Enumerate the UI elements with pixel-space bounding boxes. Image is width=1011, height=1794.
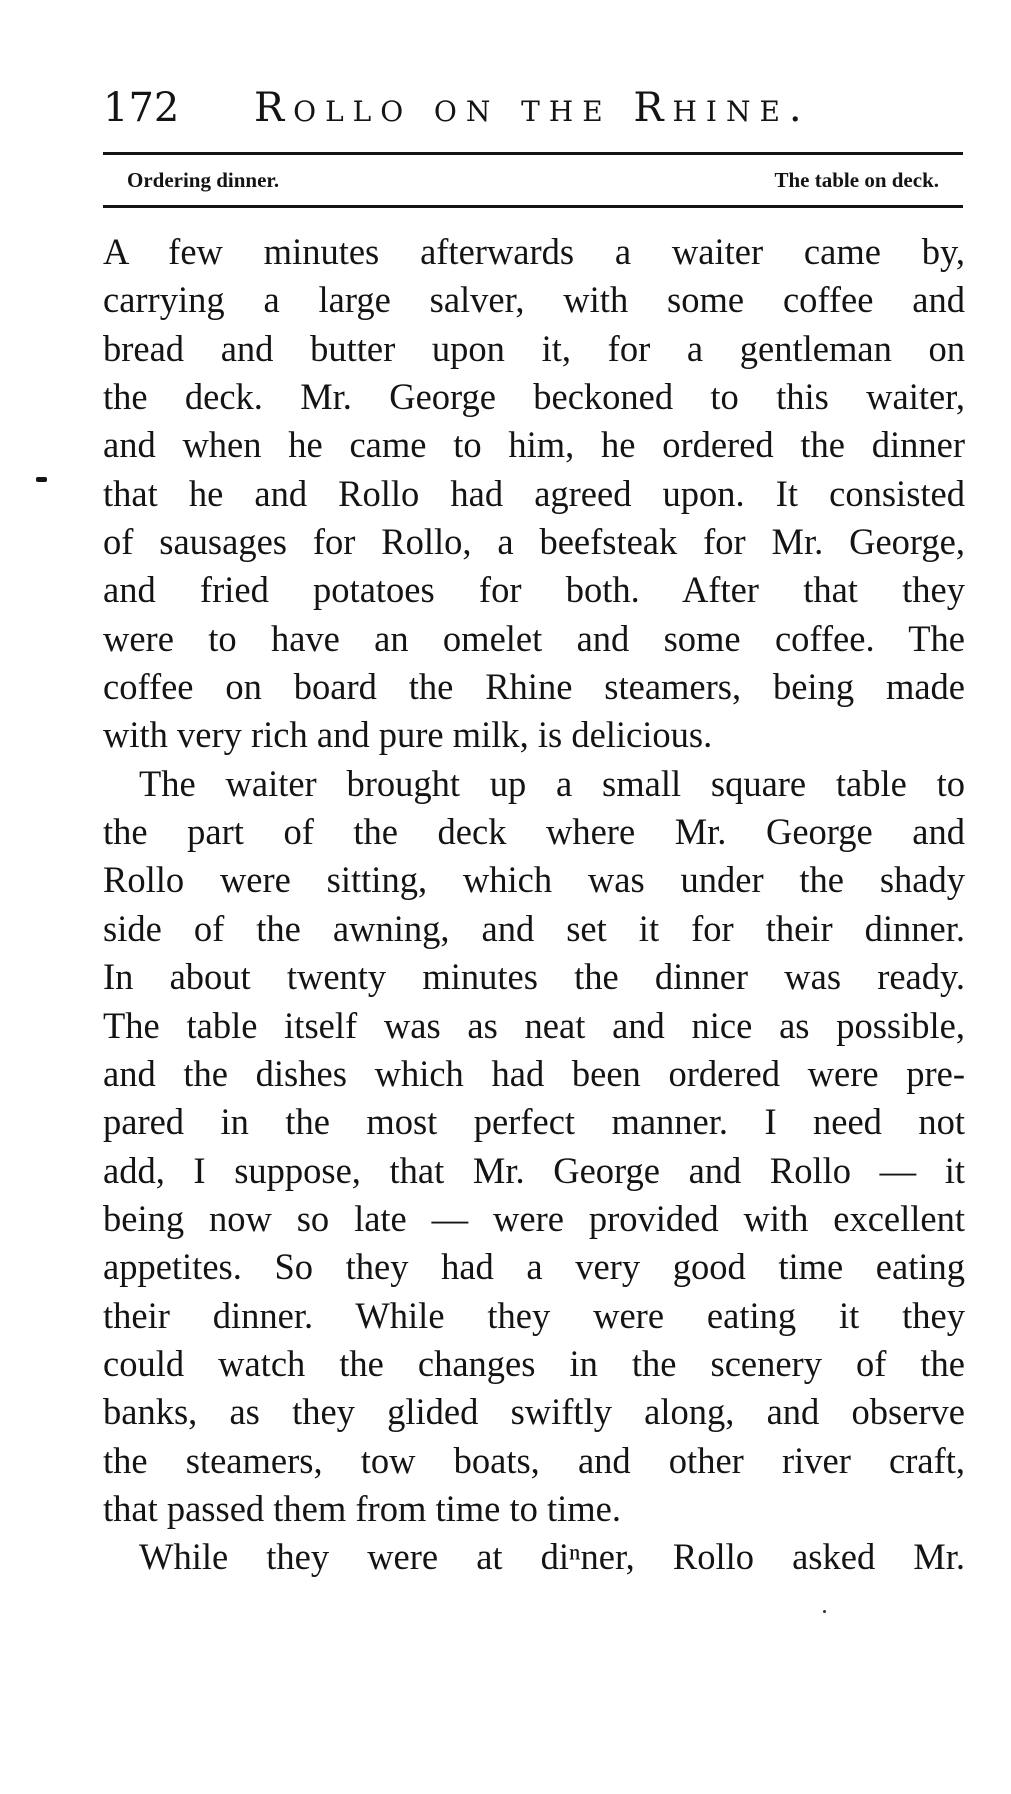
text-line: Rollo were sitting, which was under the shady (103, 859, 965, 901)
text-line: carrying a large salver, with some coffee and (103, 279, 965, 321)
text-line: bread and butter upon it, for a gentleman on (103, 327, 965, 369)
margin-mark (36, 477, 47, 482)
text-line: side of the awning, and set it for their dinner. (103, 907, 965, 949)
text-line: could watch the changes in the scenery of the (103, 1342, 965, 1384)
text-line: their dinner. While they were eating it they (103, 1294, 965, 1336)
book-title: Rollo on the Rhine. (254, 85, 811, 131)
text-line: While they were at diⁿner, Rollo asked Mr. (139, 1536, 965, 1578)
running-head (103, 80, 963, 140)
text-line: were to have an omelet and some coffee. The (103, 617, 965, 659)
text-line: pared in the most perfect manner. I need not (103, 1101, 965, 1143)
page-number: 172 (103, 85, 180, 131)
text-line: add, I suppose, that Mr. George and Rollo — it (103, 1149, 965, 1191)
text-line: that he and Rollo had agreed upon. It consisted (103, 472, 965, 514)
text-line: the part of the deck where Mr. George and (103, 811, 965, 853)
header-rule-bottom (103, 205, 963, 208)
text-line: The waiter brought up a small square table to (139, 762, 965, 804)
text-line: the deck. Mr. George beckoned to this waiter, (103, 376, 965, 418)
text-line: being now so late — were provided with excellent (103, 1197, 965, 1239)
text-line: and when he came to him, he ordered the dinner (103, 424, 965, 466)
text-line: that passed them from time to time. (103, 1487, 621, 1529)
body-text (103, 228, 965, 1582)
text-line: appetites. So they had a very good time eating (103, 1246, 965, 1288)
text-line: coffee on board the Rhine steamers, being made (103, 666, 965, 708)
side-heading-right: The table on deck. (774, 168, 939, 192)
text-line: and the dishes which had been ordered were pre- (103, 1052, 965, 1094)
text-line: the steamers, tow boats, and other river craft, (103, 1439, 965, 1481)
text-line: In about twenty minutes the dinner was ready. (103, 956, 965, 998)
text-line: and fried potatoes for both. After that they (103, 569, 965, 611)
text-line: of sausages for Rollo, a beefsteak for Mr. George, (103, 521, 965, 563)
text-line: banks, as they glided swiftly along, and observe (103, 1391, 965, 1433)
print-speck (823, 1610, 826, 1613)
side-heading-left: Ordering dinner. (127, 168, 280, 192)
text-line: A few minutes afterwards a waiter came by, (103, 231, 965, 272)
text-line: with very rich and pure milk, is delicious. (103, 714, 713, 756)
header-rule-top (103, 152, 963, 155)
text-line: The table itself was as neat and nice as possible, (103, 1004, 965, 1046)
side-headings (103, 162, 963, 198)
